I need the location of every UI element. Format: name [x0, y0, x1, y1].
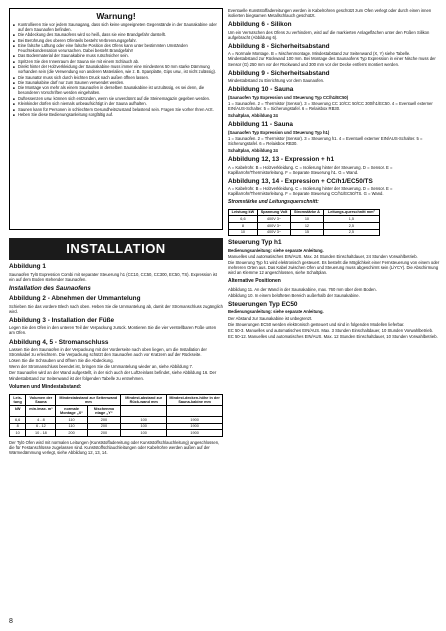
table-cell: 10 [229, 229, 258, 236]
table-cell: 1900 [167, 430, 223, 437]
table-cell: 12 [291, 223, 324, 230]
table-unit: normale Montage „X“ [56, 406, 87, 417]
table-cell: 110 [56, 423, 87, 430]
warning-item: ■ Kleinkinder dürfen sich niemals unbeaufsichtigt in der Sauna aufhalten. [13, 102, 219, 107]
warning-item: ■ Die Saunatür muss sich durch leichten Druck nach außen öffnen lassen. [13, 76, 219, 81]
table-cell: 8 [10, 423, 26, 430]
section-title: Abbildung 6 - Silikon [228, 21, 292, 29]
table-unit: min./max. m³ [26, 406, 56, 417]
table-header: Mindest-abstand zur Rück-wand mm [121, 395, 167, 406]
table-unit [121, 406, 167, 417]
paragraph: Der Abstand zur Saunakabine ist unbegrenzt. [228, 315, 313, 321]
section-title: Abbildung 2 - Abnehmen der Ummantelung [9, 295, 141, 303]
table-cell: 10 - 18 [26, 430, 56, 437]
table-cell: 400V 3~ [257, 229, 290, 236]
warning-item: ■ Die Abdeckung des Saunaofens wird so heiß, dass sie eine Brandgefahr darstellt. [13, 33, 219, 38]
paragraph: Legen Sie den Ofen in den unteren Teil der Verpackung zurück. Montieren Sie die vier verstellbaren Füße unten am Ofen. [9, 325, 217, 336]
table-cell: 2,5 [323, 223, 379, 230]
table-cell: 1,5 [323, 216, 379, 223]
section-title: Stromstärke und Leitungsquerschnitt: [228, 199, 319, 206]
paragraph: Die Steuerung Typ h1 wird elektronisch gesteuert. Es besteht die Möglichkeit einer Fernsteuerung von einem oder mehreren Orten aus. Das Kabel zwischen Ofen und Steuerung muss abgeschirmt sein (LiYCY). Die Abschirmung wird an Klemme 12 angeschlossen, siehe Schaltplan. [228, 259, 440, 276]
warning-item: ■ Direkt hinter der Holzverkleidung der Saunakabine muss immer eine mindestens 50 mm starke Dämmung vorhanden sein (die Verwendung von anderen Materialien, wie z. B. Spanplatte, Gips usw., ist nicht zulässig). [13, 65, 219, 75]
paragraph: Um ein Verrutschen des Ofens zu verhindern, wird auf die markierten Anlageflächen unter den Füßen Silikon aufgebracht (Abbildung 6). [228, 29, 430, 40]
table-cell: 110 [56, 417, 87, 424]
current-cable-table [228, 209, 380, 236]
table-row [229, 216, 380, 223]
table-header: Stromstärke A [291, 209, 324, 216]
paragraph: Abbildung 11. An der Wand in der Saunakabine, max. 760 mm über dem Boden. [228, 286, 377, 292]
table-unit: Nischenmo ntage „Y“ [87, 406, 121, 417]
table-cell: 400V 3~ [257, 216, 290, 223]
table-cell: 8 [229, 223, 258, 230]
table-header: Mindest-decken-höhe in der Sauna-kabine mm [167, 395, 223, 406]
warning-item: ■ Die Saunakabine darf nur zum Saunen verwendet werden. [13, 81, 219, 86]
paragraph: Der Tylö Ofen wird mit normalen Leitungen (Kunststoffadereitung oder Kunststoffschlauchleitung) angeschlossen, die für Festanschlüsse zugelassen sind. Kunststoffschlauchleitungen oder Kabelrohre werden außen auf der Wärmedämmung verlegt, siehe Abbildung 12, 13, 14. [9, 439, 220, 456]
table-unit [167, 406, 223, 417]
volume-distance-table [9, 394, 223, 437]
paragraph: A = Kabelrohr. B = Holzverkleidung. C = Isolierung hinter der Steuerung. D = Sensor. E = Kapillarrohr/Thermistorleitung. F = Separate Steuerung CC/h1/EC50/TS. G = Wand. [228, 186, 393, 197]
table-row [10, 430, 223, 437]
table-cell: 10 [291, 216, 324, 223]
section-title: Abbildung 13, 14 - Expression + CC/h1/EC50/TS [228, 177, 373, 185]
section-title: Steuerungen Typ EC50 [228, 300, 298, 308]
wiring-reference: Schaltplan, Abbildung 24 [228, 113, 278, 119]
warning-item: ■ Die Montage von mehr als einem Saunaofen in derselben Saunakabine ist unzulässig, es sei denn, die besonderen Vorschriften werden eingehalten. [13, 86, 219, 96]
section-subtitle: (Saunaofen Typ Expression und Steuerung Typ h1) [228, 129, 330, 135]
installation-banner: INSTALLATION [9, 238, 223, 260]
paragraph: EC 50-3. Manuelles und automatisches EIN/AUS. Max. 3 Stunden Einschaltdauer, 10 Stunden Vorwahlbetrieb. [228, 327, 434, 333]
table-cell: 200 [56, 430, 87, 437]
table-cell: 100 [121, 430, 167, 437]
page-number: 8 [9, 618, 13, 625]
table-cell: 200 [87, 423, 121, 430]
paragraph: Mindestabstand zu Einrichtung vor dem Saunaofen. [228, 78, 325, 84]
section-title: Abbildung 3 - Installation der Füße [9, 316, 115, 324]
table-row [229, 229, 380, 236]
paragraph: 1 = Saunaofen. 2 = Thermistor (Sensor). 3 = Steuerung h1. 4 = Eventuell externer EIN/AUS-Schalter. 5 = Sicherungstafel. 6 = Relaisbox RB30. [228, 135, 423, 146]
paragraph: Manuelles und automatisches EIN/AUS. Max. 24 Stunden Einschaltdauer, 24 Stunden Vorwahlbetrieb. [228, 253, 418, 259]
table-cell: 4 - 8 [26, 417, 56, 424]
table-cell: 6,6 [10, 417, 26, 424]
section-title: Abbildung 11 - Sauna [228, 121, 293, 129]
section-subtitle: Bedienungsanleitung: siehe separate Anleitung. [228, 309, 324, 315]
section-title: Alternative Positionen [228, 278, 281, 285]
table-unit: kW [10, 406, 26, 417]
paragraph: Schieben Sie das vordere Blech nach oben. Heben Sie die Ummantelung ab, damit der Stromanschluss zugänglich wird. [9, 303, 223, 314]
warning-item: ■ Bei Berührung des oberen Ofenteils besteht Verbrennungsgefahr. [13, 39, 219, 44]
section-subtitle: (Saunaofen Typ Expression und Steuerung Typ CC/h1/EC50) [228, 94, 349, 100]
table-header: Leis-tung [10, 395, 26, 406]
warning-item: ■ Duftessenzen usw. können sich entzünden, wenn sie unverdünnt auf die Steinemagazin gegeben werden. [13, 97, 219, 102]
table-cell: 15 [291, 229, 324, 236]
table-cell: 100 [121, 423, 167, 430]
paragraph: Der Saunaofen wird an der Wand aufgestellt, in der sich auch der Luftzeinlass befindet, siehe Abbildung 16. Der Mindestabstand zur Seitenwand ist der folgenden Tabelle zu entnehmen. [9, 370, 217, 381]
table-row [10, 417, 223, 424]
table-cell: 200 [87, 430, 121, 437]
section-subtitle: Bedienungsanleitung: siehe separate Anleitung. [228, 247, 324, 253]
table-cell: 6,6 [229, 216, 258, 223]
table-header: Leitungs-querschnitt mm² [323, 209, 379, 216]
section-title: Abbildung 8 - Sicherheitsabstand [228, 42, 330, 50]
section-title: Abbildung 1 [9, 263, 46, 270]
section-title: Installation des Saunaofens [9, 284, 91, 292]
warning-item: ■ Das Bodenmaterial der Saunakabine muss rutschsicher sein. [13, 54, 219, 59]
warning-list [13, 23, 219, 118]
paragraph: Lassen Sie den Saunaofen in der Verpackung mit der Vorderseite nach oben liegen, um die Installation der Stromkabel zu erleichtern. Die Verpackung schützt den Saunaofen auch vor Kratzern auf der Rückseite. [9, 347, 207, 358]
section-title: Abbildung 12, 13 - Expression + h1 [228, 156, 335, 163]
warning-box [9, 8, 223, 230]
paragraph: Die Steuerungen EC50 werden elektronisch gesteuert und sind in folgenden Modellen lieferbar. [228, 321, 405, 327]
section-title: Abbildung 10 - Sauna [228, 86, 294, 94]
table-header: Spannung Volt [257, 209, 290, 216]
table-header: Mindestabstand zur Seitenwand mm [56, 395, 121, 406]
table-cell: 2,5 [323, 229, 379, 236]
left-column [9, 8, 223, 455]
paragraph: Lösen Sie die Schrauben und öffnen Sie die Abdeckung. [9, 358, 114, 364]
table-cell: 1900 [167, 423, 223, 430]
section-title: Abbildung 4, 5 - Stromanschluss [9, 338, 109, 346]
table-cell: 400V 3~ [257, 223, 290, 230]
warning-item: ■ Saunen kann für Personen in schlechtem Gesundheitszustand belastend sein. Fragen Sie vorher Ihren Arzt. [13, 108, 219, 113]
paragraph: Eventuelle Kunststoffadereitungen werden in Kabelrohren geschützt zum Ofen verlegt oder durch einen innen isolierten biegsamen Metallschlauch geschützt. [228, 8, 432, 19]
table-header: Volumen der Sauna [26, 395, 56, 406]
paragraph: EC 50-12. Manuelles und automatisches EIN/AUS. Max. 12 Stunden Einschaltdauer, 10 Stunden Vorwahlbetrieb. [228, 333, 438, 339]
paragraph: A = Kabelrohr. B = Holzverkleidung. C = Isolierung hinter der Steuerung. D = Sensor. E = Kapillarrohr/Thermistorleitung. F = Separate Steuerung h1. G = Wand. [228, 164, 393, 175]
table-cell: 100 [121, 417, 167, 424]
wiring-reference: Schaltplan, Abbildung 24 [228, 147, 278, 153]
warning-item: ■ Eine falsche Lüftung oder eine falsche Position des Ofens kann unter bestimmten Umständen Feuchtekondensation verursachen. Dabei besteht Brandgefahr! [13, 44, 219, 54]
table-row [229, 223, 380, 230]
section-title: Volumen und Mindestabstand: [9, 383, 82, 390]
table-cell: 200 [87, 417, 121, 424]
warning-item: ■ Spritzen Sie den Innenraum der Sauna nie mit einem Schlauch ab. [13, 60, 219, 65]
table-cell: 6 - 12 [26, 423, 56, 430]
paragraph: Abbildung 10. In einem belüfteten Bereich außerhalb der Saunakabine. [228, 292, 360, 298]
table-cell: 10 [10, 430, 26, 437]
paragraph: Wenn der Stromanschluss beendet ist, bringen Sie die Ummantelung wieder an, siehe Abbildung 7. [9, 364, 194, 370]
warning-title: Warnung! [96, 11, 136, 21]
paragraph: Saunaofen Tylö Expression Combi mit separater Steuerung h1 (CC10, CC50, CC300, EC50, TS). Expression ist ein auf dem Boden stehender Saunaofen. [9, 271, 217, 282]
section-title: Abbildung 9 - Sicherheitsabstand [228, 69, 330, 77]
table-header: Leistung kW [229, 209, 258, 216]
warning-item: ■ Kontrollieren Sie vor jedem Saunagang, dass sich keine ungeeigneten Gegenstände in der Saunakabine oder auf dem Saunaofen befinden. [13, 23, 219, 33]
right-column [228, 8, 440, 339]
table-cell: 1900 [167, 417, 223, 424]
warning-item: ■ Heben Sie diese Bedienungsanleitung sorgfältig auf. [13, 113, 219, 118]
paragraph: 1 = Saunaofen. 2 = Thermistor (Sensor). 3 = Steuerung CC 10/CC 50/CC 300/h1/EC50. 4 = Eventuell externer EIN/AUS-Schalter. 5 = Sicherungstafel. 6 = Relaisbox RB30. [228, 100, 433, 111]
paragraph: A = Normale Montage. B = Nischenmontage. Mindestabstand zur Seitenwand (X, Y) siehe Tabelle. Mindestabstand zur Rückwand 100 mm. Bei Montage des Saunaofens Typ Expression in einer Nische muss der Sensor (G) 250 mm vor der Rückwand und 300 mm vor der Decke entfernt montiert werden. [228, 51, 436, 67]
section-title: Steuerung Typ h1 [228, 239, 282, 247]
table-row [10, 423, 223, 430]
